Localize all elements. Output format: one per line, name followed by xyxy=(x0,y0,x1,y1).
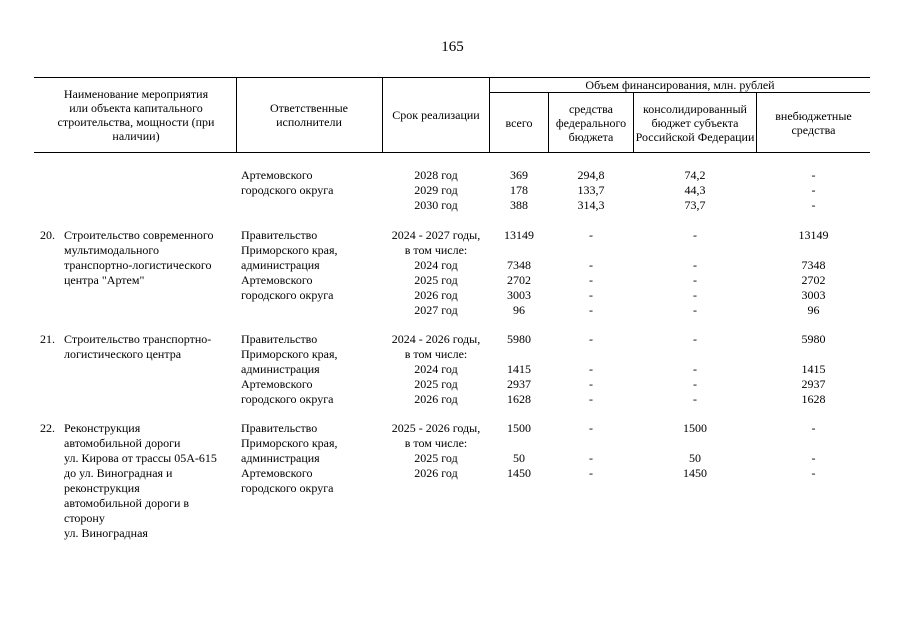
period-line: 2026 год xyxy=(414,288,458,302)
total-value xyxy=(490,436,548,451)
executor-line: Артемовского xyxy=(241,273,313,287)
cont-extra xyxy=(757,168,870,213)
executor-line: городского округа xyxy=(241,481,334,495)
r21-name xyxy=(64,332,211,362)
consolidated-value: 74,2 xyxy=(684,168,706,182)
period-line: 2025 год xyxy=(414,451,458,465)
r20-extra xyxy=(757,228,870,318)
name-line: логистического центра xyxy=(64,347,182,361)
period-line: в том числе: xyxy=(404,243,468,257)
cont-periods xyxy=(384,168,488,213)
executor-line: Артемовского xyxy=(241,466,313,480)
total-value: 388 xyxy=(510,198,528,212)
consolidated-value: - xyxy=(693,273,697,287)
executor-line: администрация xyxy=(241,362,320,376)
r21-extra xyxy=(757,332,870,407)
federal-value: - xyxy=(589,466,593,480)
period-line: 2027 год xyxy=(414,303,458,317)
period-line: 2025 год xyxy=(414,377,458,391)
extra-value: 1628 xyxy=(801,392,826,406)
name-line: транспортно-логистического xyxy=(64,258,212,272)
consolidated-value: - xyxy=(693,258,697,272)
period-line: 2026 год xyxy=(414,392,458,406)
extra-value xyxy=(757,436,870,451)
name-line: сторону xyxy=(64,511,105,525)
r21-federal xyxy=(549,332,633,407)
extra-value: - xyxy=(811,183,816,197)
header-bottom-border xyxy=(34,152,870,153)
extra-value: - xyxy=(811,466,816,480)
name-line: Реконструкция xyxy=(64,421,141,435)
header-financing: Объем финансирования, млн. рублей xyxy=(585,78,775,92)
total-value: 1415 xyxy=(507,362,531,376)
federal-value: 314,3 xyxy=(577,198,605,212)
total-value: 1500 xyxy=(507,421,531,435)
total-value: 13149 xyxy=(504,228,534,242)
period-line: 2025 - 2026 годы, xyxy=(391,421,481,435)
extra-value: 13149 xyxy=(798,228,829,242)
federal-value xyxy=(549,347,633,362)
federal-value: - xyxy=(589,362,593,376)
period-line: 2026 год xyxy=(414,466,458,480)
header-divider xyxy=(382,77,383,152)
consolidated-value: 1500 xyxy=(683,421,707,435)
r22-executors xyxy=(241,421,338,496)
consolidated-value xyxy=(634,243,756,258)
executor-line: Правительство xyxy=(241,228,318,242)
total-value: 2702 xyxy=(507,273,531,287)
period-line: 2030 год xyxy=(414,198,458,212)
federal-value: - xyxy=(589,303,593,317)
r22-extra xyxy=(757,421,870,481)
r22-periods xyxy=(384,421,488,481)
header-federal: средства федерального бюджета xyxy=(555,102,627,144)
executor-line: администрация xyxy=(241,451,320,465)
r21-executors xyxy=(241,332,338,407)
header-total: всего xyxy=(505,116,533,130)
consolidated-value: - xyxy=(693,362,697,376)
period-line: 2024 год xyxy=(414,362,458,376)
federal-value xyxy=(549,243,633,258)
federal-value: 133,7 xyxy=(577,183,605,197)
total-value: 1450 xyxy=(507,466,531,480)
extra-value xyxy=(757,243,870,258)
consolidated-value xyxy=(634,436,756,451)
total-value: 178 xyxy=(510,183,528,197)
extra-value: 96 xyxy=(807,303,820,317)
cont-federal xyxy=(549,168,633,213)
r21-total xyxy=(490,332,548,407)
extra-value: - xyxy=(811,198,816,212)
extra-value xyxy=(757,347,870,362)
header-executors: Ответственные исполнители xyxy=(270,101,348,129)
executor-line: Артемовского xyxy=(241,168,313,182)
total-value: 50 xyxy=(513,451,525,465)
federal-value xyxy=(549,436,633,451)
extra-value: 1415 xyxy=(801,362,826,376)
consolidated-value: 73,7 xyxy=(684,198,706,212)
extra-value: 7348 xyxy=(801,258,826,272)
executor-line: Приморского края, xyxy=(241,243,338,257)
r22-total xyxy=(490,421,548,481)
r21-consolidated xyxy=(634,332,756,407)
financing-subheader-border xyxy=(489,92,870,93)
federal-value: - xyxy=(589,451,593,465)
period-line: 2025 год xyxy=(414,273,458,287)
period-line: 2028 год xyxy=(414,168,458,182)
r20-consolidated xyxy=(634,228,756,318)
name-line: мультимодального xyxy=(64,243,160,257)
name-line: центра "Артем" xyxy=(64,273,145,287)
period-line: в том числе: xyxy=(404,347,468,361)
total-value xyxy=(490,243,548,258)
total-value: 96 xyxy=(513,303,525,317)
executor-line: администрация xyxy=(241,258,320,272)
executor-line xyxy=(241,198,333,213)
total-value: 369 xyxy=(510,168,528,182)
name-line: ул. Виноградная xyxy=(64,526,148,540)
cont-executors xyxy=(241,168,333,213)
header-divider xyxy=(236,77,237,152)
total-value: 2937 xyxy=(507,377,531,391)
executor-line: городского округа xyxy=(241,392,334,406)
name-line: Строительство современного xyxy=(64,228,214,242)
cont-consolidated xyxy=(634,168,756,213)
consolidated-value: - xyxy=(693,392,697,406)
period-line: 2024 год xyxy=(414,258,458,272)
federal-value: - xyxy=(589,273,593,287)
name-line: до ул. Виноградная и xyxy=(64,466,173,480)
consolidated-value: 44,3 xyxy=(684,183,706,197)
period-line: в том числе: xyxy=(404,436,468,450)
r20-periods xyxy=(384,228,488,318)
total-value: 1628 xyxy=(507,392,531,406)
extra-value: - xyxy=(811,451,816,465)
period-line: 2024 - 2026 годы, xyxy=(391,332,481,346)
period-line: 2024 - 2027 годы, xyxy=(391,228,481,242)
federal-value: - xyxy=(589,421,593,435)
period-line: 2029 год xyxy=(414,183,458,197)
executor-line: городского округа xyxy=(241,183,334,197)
page-number: 165 xyxy=(441,39,464,55)
row-number: 22. xyxy=(40,421,55,435)
header-name: Наименование мероприятия или объекта капитального строительства, мощности (при наличии) xyxy=(57,87,215,143)
row-number: 20. xyxy=(40,228,55,242)
r20-name xyxy=(64,228,214,288)
executor-line: Приморского края, xyxy=(241,347,338,361)
r20-total xyxy=(490,228,548,318)
extra-value: 2937 xyxy=(801,377,826,391)
r22-consolidated xyxy=(634,421,756,481)
federal-value: - xyxy=(589,392,593,406)
r20-federal xyxy=(549,228,633,318)
federal-value: 294,8 xyxy=(577,168,605,182)
r20-executors xyxy=(241,228,338,303)
executor-line: Правительство xyxy=(241,421,318,435)
consolidated-value: - xyxy=(693,288,697,302)
consolidated-value: - xyxy=(693,332,697,346)
extra-value: 3003 xyxy=(801,288,826,302)
federal-value: - xyxy=(589,228,593,242)
extra-value: 5980 xyxy=(801,332,826,346)
cont-total xyxy=(490,168,548,213)
total-value xyxy=(490,347,548,362)
name-line: Строительство транспортно- xyxy=(64,332,212,346)
name-line: реконструкция xyxy=(64,481,140,495)
name-line: автомобильной дороги в xyxy=(64,496,190,510)
total-value: 5980 xyxy=(507,332,531,346)
federal-value: - xyxy=(589,288,593,302)
name-line: ул. Кирова от трассы 05А-615 xyxy=(64,451,217,465)
r21-periods xyxy=(384,332,488,407)
extra-value: - xyxy=(811,421,816,435)
consolidated-value: - xyxy=(693,228,697,242)
federal-value: - xyxy=(589,332,593,346)
r22-federal xyxy=(549,421,633,481)
executor-line: Артемовского xyxy=(241,377,313,391)
row-number: 21. xyxy=(40,332,55,346)
consolidated-value xyxy=(634,347,756,362)
extra-value: - xyxy=(811,168,816,182)
consolidated-value: 1450 xyxy=(683,466,707,480)
executor-line: Приморского края, xyxy=(241,436,338,450)
federal-value: - xyxy=(589,377,593,391)
extra-value: 2702 xyxy=(801,273,826,287)
header-period: Срок реализации xyxy=(392,108,480,122)
federal-value: - xyxy=(589,258,593,272)
header-extrabudget: внебюджетные средства xyxy=(775,109,852,137)
consolidated-value: - xyxy=(693,303,697,317)
total-value: 7348 xyxy=(507,258,531,272)
r22-name xyxy=(64,421,217,541)
name-line: автомобильной дороги xyxy=(64,436,181,450)
executor-line: городского округа xyxy=(241,288,334,302)
total-value: 3003 xyxy=(507,288,531,302)
header-consolidated: консолидированный бюджет субъекта Российской Федерации xyxy=(635,102,755,144)
consolidated-value: - xyxy=(693,377,697,391)
executor-line: Правительство xyxy=(241,332,318,346)
consolidated-value: 50 xyxy=(689,451,701,465)
